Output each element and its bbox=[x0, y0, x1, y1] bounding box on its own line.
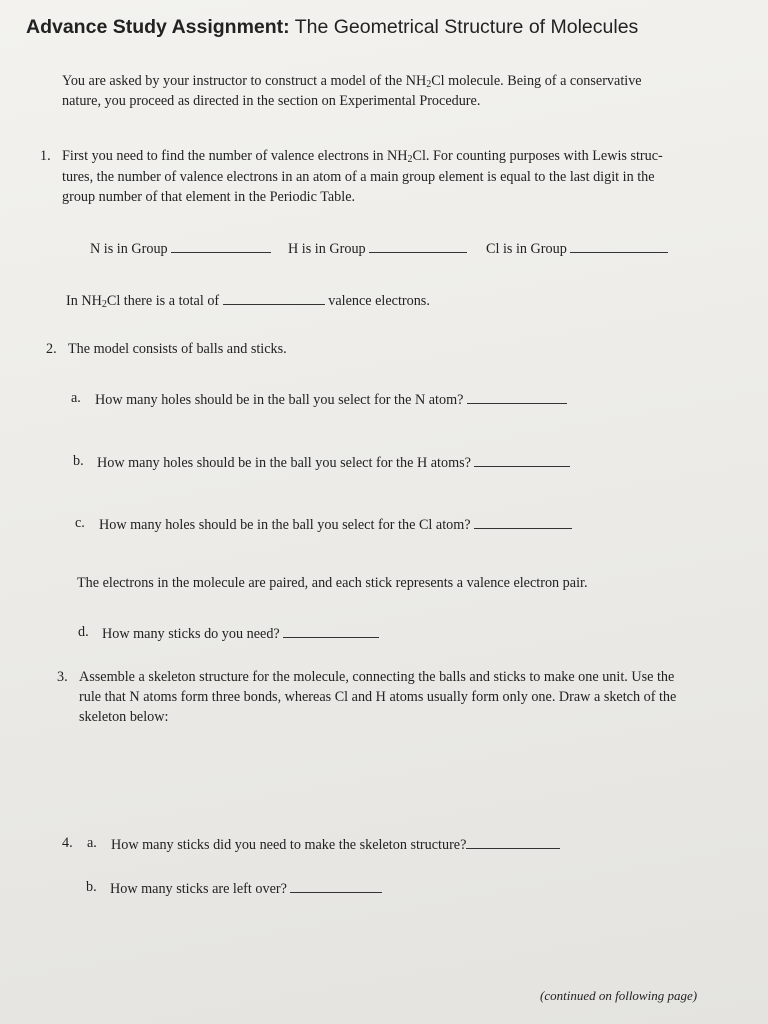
q3-line-2: rule that N atoms form three bonds, whereas Cl and H atoms usually form only one. Draw a sketch of the bbox=[79, 689, 677, 705]
q4a-label: a. bbox=[87, 835, 97, 851]
intro-line-2: nature, you proceed as directed in the section on Experimental Procedure. bbox=[62, 93, 481, 109]
total-text-c: valence electrons. bbox=[328, 293, 430, 309]
skeleton-sketch-area[interactable] bbox=[79, 732, 719, 824]
q2b-label: b. bbox=[73, 453, 84, 469]
q2-number: 2. bbox=[46, 341, 57, 357]
n-group-row bbox=[90, 238, 271, 259]
n-group-label: N is in Group bbox=[90, 241, 168, 257]
q2b-row bbox=[97, 452, 570, 473]
q1-number: 1. bbox=[40, 148, 51, 164]
q4b-answer-blank[interactable] bbox=[290, 878, 382, 893]
cl-group-answer-blank[interactable] bbox=[570, 238, 668, 253]
q2d-text: How many sticks do you need? bbox=[102, 626, 280, 642]
h-group-label: H is in Group bbox=[288, 241, 366, 257]
q2a-label: a. bbox=[71, 390, 81, 406]
q1-text-a: First you need to find the number of valence electrons in NH bbox=[62, 148, 408, 164]
q2b-text: How many holes should be in the ball you select for the H atoms? bbox=[97, 455, 471, 471]
q2-note: The electrons in the molecule are paired, and each stick represents a valence electron pair. bbox=[77, 575, 588, 591]
n-group-answer-blank[interactable] bbox=[171, 238, 271, 253]
q1-line-2: tures, the number of valence electrons in an atom of a main group element is equal to the last digit in the bbox=[62, 169, 655, 185]
q4b-text: How many sticks are left over? bbox=[110, 881, 287, 897]
q1-subscript: 2 bbox=[407, 154, 413, 165]
intro-subscript: 2 bbox=[426, 79, 432, 90]
q1-text-b: Cl. For counting purposes with Lewis struc- bbox=[412, 148, 663, 164]
intro-text-a: You are asked by your instructor to construct a model of the NH bbox=[62, 73, 427, 89]
q4b-label: b. bbox=[86, 879, 97, 895]
q4a-row bbox=[111, 834, 560, 855]
page-title bbox=[26, 16, 638, 39]
q2a-text: How many holes should be in the ball you select for the N atom? bbox=[95, 392, 464, 408]
q4b-row bbox=[110, 878, 382, 899]
title-bold: Advance Study Assignment: bbox=[26, 16, 290, 38]
total-valence-row bbox=[66, 290, 430, 314]
q4a-text: How many sticks did you need to make the skeleton structure? bbox=[111, 837, 467, 853]
cl-group-label: Cl is in Group bbox=[486, 241, 567, 257]
intro-text-b: Cl molecule. Being of a conservative bbox=[431, 73, 642, 89]
q2b-answer-blank[interactable] bbox=[474, 452, 570, 467]
q1-line-1 bbox=[62, 147, 663, 169]
h-group-answer-blank[interactable] bbox=[369, 238, 467, 253]
q4a-answer-blank[interactable] bbox=[466, 834, 560, 849]
title-rest: The Geometrical Structure of Molecules bbox=[289, 16, 639, 38]
q2d-label: d. bbox=[78, 624, 89, 640]
q3-number: 3. bbox=[57, 669, 68, 685]
total-text-a: In NH bbox=[66, 293, 102, 309]
q2c-row bbox=[99, 514, 572, 535]
q2a-answer-blank[interactable] bbox=[467, 389, 567, 404]
total-valence-blank[interactable] bbox=[223, 290, 325, 305]
q2c-label: c. bbox=[75, 515, 85, 531]
q4-number: 4. bbox=[62, 835, 73, 851]
q2c-answer-blank[interactable] bbox=[474, 514, 572, 529]
continued-footer: (continued on following page) bbox=[540, 988, 698, 1003]
total-subscript: 2 bbox=[101, 299, 107, 310]
q2d-row bbox=[102, 623, 379, 644]
q1-line-3: group number of that element in the Periodic Table. bbox=[62, 189, 356, 205]
q3-line-1: Assemble a skeleton structure for the molecule, connecting the balls and sticks to make one unit. Use the bbox=[79, 669, 675, 685]
h-group-row bbox=[288, 238, 467, 259]
q3-line-3: skeleton below: bbox=[79, 709, 169, 725]
q2d-answer-blank[interactable] bbox=[283, 623, 379, 638]
cl-group-row bbox=[486, 238, 668, 259]
intro-line-1 bbox=[62, 72, 642, 94]
total-text-b: Cl there is a total of bbox=[106, 293, 220, 309]
q2-text: The model consists of balls and sticks. bbox=[68, 341, 287, 357]
q2c-text: How many holes should be in the ball you select for the Cl atom? bbox=[99, 517, 471, 533]
q2a-row bbox=[95, 389, 567, 410]
